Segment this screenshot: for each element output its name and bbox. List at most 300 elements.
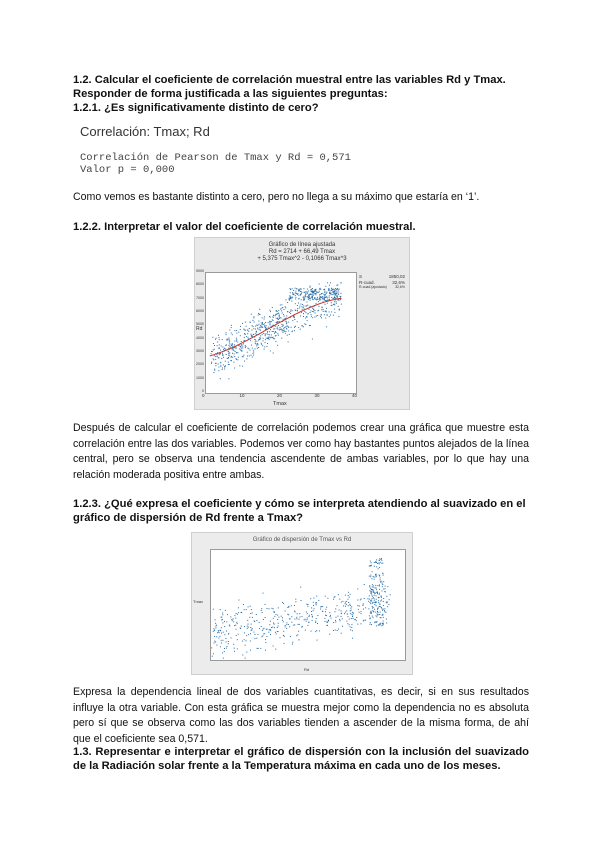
data-point — [303, 288, 304, 289]
data-point — [226, 641, 227, 642]
data-point — [276, 322, 277, 323]
data-point — [314, 608, 315, 609]
data-point — [250, 340, 251, 341]
data-point — [288, 330, 289, 331]
data-point — [263, 593, 264, 594]
data-point — [272, 331, 273, 332]
data-point — [302, 309, 303, 310]
data-point — [355, 619, 356, 620]
data-point — [218, 638, 219, 639]
data-point — [325, 286, 326, 287]
data-point — [380, 601, 381, 602]
data-point — [274, 328, 275, 329]
data-point — [379, 558, 380, 559]
data-point — [288, 614, 289, 615]
data-point — [273, 338, 274, 339]
data-point — [270, 310, 271, 311]
data-point — [327, 315, 328, 316]
data-point — [314, 293, 315, 294]
data-point — [288, 322, 289, 323]
data-point — [310, 286, 311, 287]
data-point — [251, 314, 252, 315]
data-point — [369, 566, 370, 567]
data-point — [326, 326, 327, 327]
data-point — [267, 338, 268, 339]
data-point — [327, 297, 328, 298]
data-point — [248, 624, 249, 625]
data-point — [291, 616, 292, 617]
data-point — [316, 316, 317, 317]
data-point — [304, 296, 305, 297]
data-point — [282, 617, 283, 618]
data-point — [240, 628, 241, 629]
data-point — [363, 609, 364, 610]
data-point — [230, 616, 231, 617]
data-point — [214, 370, 215, 371]
data-point — [241, 626, 242, 627]
data-point — [373, 597, 374, 598]
data-point — [370, 622, 371, 623]
data-point — [274, 612, 275, 613]
data-point — [252, 348, 253, 349]
data-point — [236, 339, 237, 340]
answer-1-2-1: Como vemos es bastante distinto a cero, pero no llega a su máximo que estaría en ‘1’. — [73, 191, 480, 203]
data-point — [218, 364, 219, 365]
data-point — [306, 612, 307, 613]
data-point — [273, 320, 274, 321]
data-point — [369, 615, 370, 616]
data-point — [265, 339, 266, 340]
plot-area — [210, 549, 406, 661]
data-point — [278, 607, 279, 608]
data-point — [251, 330, 252, 331]
data-point — [257, 343, 258, 344]
y-tick-label: 8000 — [196, 282, 204, 287]
data-point — [236, 340, 237, 341]
data-point — [281, 304, 282, 305]
data-point — [270, 350, 271, 351]
data-point — [342, 618, 343, 619]
data-point — [318, 301, 319, 302]
data-point — [273, 317, 274, 318]
data-point — [379, 614, 380, 615]
data-point — [238, 607, 239, 608]
data-point — [216, 636, 217, 637]
data-point — [215, 339, 216, 340]
data-point — [329, 292, 330, 293]
data-point — [256, 620, 257, 621]
data-point — [257, 328, 258, 329]
data-point — [219, 339, 220, 340]
data-point — [225, 361, 226, 362]
data-point — [283, 621, 284, 622]
data-point — [353, 613, 354, 614]
data-point — [323, 299, 324, 300]
data-point — [254, 632, 255, 633]
data-point — [246, 652, 247, 653]
x-tick-label: 20 — [277, 393, 283, 398]
data-point — [250, 606, 251, 607]
data-point — [310, 300, 311, 301]
data-point — [292, 288, 293, 289]
data-point — [351, 627, 352, 628]
data-point — [220, 378, 221, 379]
data-point — [255, 326, 256, 327]
data-point — [384, 610, 385, 611]
data-point — [313, 292, 314, 293]
data-point — [357, 605, 358, 606]
data-point — [244, 632, 245, 633]
data-point — [290, 289, 291, 290]
data-point — [313, 309, 314, 310]
data-point — [383, 581, 384, 582]
data-point — [324, 291, 325, 292]
data-point — [321, 317, 322, 318]
data-point — [247, 348, 248, 349]
data-point — [324, 300, 325, 301]
data-point — [288, 607, 289, 608]
data-point — [251, 629, 252, 630]
data-point — [306, 291, 307, 292]
data-point — [245, 346, 246, 347]
data-point — [289, 626, 290, 627]
data-point — [234, 354, 235, 355]
x-axis-label: Rd — [304, 667, 310, 672]
data-point — [364, 584, 365, 585]
question-1-2-2-title: 1.2.2. Interpretar el valor del coeficiente de correlación muestral. — [73, 221, 416, 233]
data-point — [289, 312, 290, 313]
data-point — [214, 345, 215, 346]
data-point — [295, 310, 296, 311]
data-point — [270, 311, 271, 312]
data-point — [300, 291, 301, 292]
data-point — [299, 639, 300, 640]
data-point — [270, 634, 271, 635]
data-point — [305, 312, 306, 313]
data-point — [231, 333, 232, 334]
data-point — [294, 330, 295, 331]
data-point — [283, 635, 284, 636]
data-point — [284, 318, 285, 319]
data-point — [338, 306, 339, 307]
data-point — [244, 337, 245, 338]
data-point — [338, 294, 339, 295]
data-point — [299, 613, 300, 614]
data-point — [316, 293, 317, 294]
data-point — [378, 614, 379, 615]
data-point — [335, 608, 336, 609]
data-point — [305, 295, 306, 296]
data-point — [308, 291, 309, 292]
data-point — [315, 631, 316, 632]
data-point — [330, 615, 331, 616]
data-point — [227, 339, 228, 340]
data-point — [376, 588, 377, 589]
data-point — [268, 327, 269, 328]
data-point — [215, 365, 216, 366]
data-point — [382, 590, 383, 591]
data-point — [364, 598, 365, 599]
data-point — [377, 609, 378, 610]
data-point — [297, 294, 298, 295]
data-point — [214, 636, 215, 637]
data-point — [380, 562, 381, 563]
data-point — [215, 619, 216, 620]
data-point — [237, 623, 238, 624]
data-point — [335, 290, 336, 291]
data-point — [386, 602, 387, 603]
data-point — [364, 620, 365, 621]
data-point — [337, 288, 338, 289]
data-point — [226, 631, 227, 632]
data-point — [243, 356, 244, 357]
data-point — [351, 624, 352, 625]
data-point — [298, 303, 299, 304]
legend-item: S 1850,02 — [359, 274, 405, 279]
data-point — [341, 613, 342, 614]
data-point — [229, 339, 230, 340]
data-point — [374, 566, 375, 567]
data-point — [324, 295, 325, 296]
data-point — [341, 633, 342, 634]
data-point — [301, 600, 302, 601]
data-point — [278, 313, 279, 314]
data-point — [237, 614, 238, 615]
data-point — [233, 618, 234, 619]
data-point — [326, 311, 327, 312]
data-point — [222, 369, 223, 370]
data-point — [253, 350, 254, 351]
data-point — [338, 629, 339, 630]
data-point — [376, 622, 377, 623]
data-point — [282, 330, 283, 331]
data-point — [266, 346, 267, 347]
data-point — [311, 316, 312, 317]
data-point — [374, 595, 375, 596]
data-point — [379, 589, 380, 590]
data-point — [329, 297, 330, 298]
data-point — [325, 621, 326, 622]
data-point — [329, 289, 330, 290]
data-point — [222, 622, 223, 623]
data-point — [383, 621, 384, 622]
data-point — [282, 620, 283, 621]
data-point — [383, 575, 384, 576]
data-point — [260, 648, 261, 649]
data-point — [297, 305, 298, 306]
data-point — [290, 311, 291, 312]
data-point — [312, 311, 313, 312]
fitted-scatter — [206, 273, 356, 393]
data-point — [270, 337, 271, 338]
data-point — [312, 294, 313, 295]
data-point — [265, 334, 266, 335]
data-point — [259, 324, 260, 325]
data-point — [284, 309, 285, 310]
data-point — [284, 643, 285, 644]
data-point — [304, 323, 305, 324]
data-point — [281, 308, 282, 309]
data-point — [253, 353, 254, 354]
data-point — [219, 348, 220, 349]
data-point — [221, 640, 222, 641]
data-point — [255, 638, 256, 639]
data-point — [297, 308, 298, 309]
data-point — [258, 315, 259, 316]
data-point — [266, 325, 267, 326]
data-point — [309, 295, 310, 296]
data-point — [296, 635, 297, 636]
data-point — [256, 345, 257, 346]
data-point — [283, 328, 284, 329]
data-point — [374, 600, 375, 601]
data-point — [301, 299, 302, 300]
data-point — [272, 627, 273, 628]
data-point — [380, 579, 381, 580]
data-point — [292, 294, 293, 295]
data-point — [255, 343, 256, 344]
data-point — [300, 329, 301, 330]
data-point — [255, 634, 256, 635]
data-point — [279, 316, 280, 317]
data-point — [379, 575, 380, 576]
data-point — [292, 642, 293, 643]
data-point — [304, 292, 305, 293]
data-point — [349, 597, 350, 598]
data-point — [229, 625, 230, 626]
data-point — [277, 314, 278, 315]
data-point — [288, 624, 289, 625]
data-point — [320, 299, 321, 300]
data-point — [329, 295, 330, 296]
data-point — [257, 648, 258, 649]
data-point — [356, 617, 357, 618]
data-point — [264, 628, 265, 629]
data-point — [263, 333, 264, 334]
data-point — [382, 586, 383, 587]
data-point — [338, 290, 339, 291]
x-axis — [202, 393, 358, 401]
data-point — [323, 309, 324, 310]
data-point — [286, 315, 287, 316]
data-point — [359, 606, 360, 607]
data-point — [322, 606, 323, 607]
data-point — [226, 648, 227, 649]
data-point — [275, 341, 276, 342]
data-point — [244, 330, 245, 331]
data-point — [287, 311, 288, 312]
chart-title: Gráfico de línea ajustada — [268, 242, 336, 248]
data-point — [336, 617, 337, 618]
data-point — [289, 334, 290, 335]
data-point — [387, 602, 388, 603]
data-point — [303, 297, 304, 298]
data-point — [312, 288, 313, 289]
data-point — [383, 609, 384, 610]
data-point — [265, 650, 266, 651]
data-point — [218, 357, 219, 358]
data-point — [281, 324, 282, 325]
data-point — [226, 621, 227, 622]
data-point — [299, 619, 300, 620]
data-point — [276, 318, 277, 319]
data-point — [264, 323, 265, 324]
data-point — [222, 339, 223, 340]
data-point — [349, 619, 350, 620]
data-point — [381, 625, 382, 626]
data-point — [234, 625, 235, 626]
data-point — [234, 347, 235, 348]
data-point — [362, 605, 363, 606]
data-point — [316, 596, 317, 597]
data-point — [233, 362, 234, 363]
data-point — [369, 586, 370, 587]
data-point — [278, 626, 279, 627]
data-point — [260, 338, 261, 339]
data-point — [263, 633, 264, 634]
data-point — [325, 615, 326, 616]
data-point — [346, 601, 347, 602]
data-point — [311, 611, 312, 612]
data-point — [307, 320, 308, 321]
data-point — [273, 331, 274, 332]
data-point — [283, 325, 284, 326]
data-point — [325, 297, 326, 298]
data-point — [214, 355, 215, 356]
data-point — [288, 341, 289, 342]
data-point — [218, 630, 219, 631]
data-point — [302, 304, 303, 305]
data-point — [375, 612, 376, 613]
data-point — [248, 348, 249, 349]
data-point — [224, 634, 225, 635]
data-point — [370, 603, 371, 604]
data-point — [253, 317, 254, 318]
data-point — [310, 294, 311, 295]
data-point — [292, 310, 293, 311]
data-point — [282, 307, 283, 308]
data-point — [294, 619, 295, 620]
data-point — [257, 348, 258, 349]
data-point — [227, 340, 228, 341]
data-point — [249, 617, 250, 618]
data-point — [296, 288, 297, 289]
data-point — [254, 322, 255, 323]
data-point — [363, 604, 364, 605]
data-point — [372, 589, 373, 590]
section-1-2-title: 1.2. Calcular el coeficiente de correlación muestral entre las variables Rd y Tmax. — [73, 74, 506, 86]
data-point — [378, 612, 379, 613]
data-point — [271, 608, 272, 609]
data-point — [229, 355, 230, 356]
data-point — [298, 298, 299, 299]
data-point — [308, 313, 309, 314]
data-point — [305, 294, 306, 295]
data-point — [211, 647, 212, 648]
data-point — [340, 620, 341, 621]
data-point — [331, 294, 332, 295]
data-point — [270, 317, 271, 318]
data-point — [334, 309, 335, 310]
data-point — [361, 611, 362, 612]
data-point — [277, 329, 278, 330]
data-point — [275, 336, 276, 337]
data-point — [310, 312, 311, 313]
data-point — [316, 603, 317, 604]
data-point — [307, 293, 308, 294]
data-point — [321, 315, 322, 316]
data-point — [236, 635, 237, 636]
